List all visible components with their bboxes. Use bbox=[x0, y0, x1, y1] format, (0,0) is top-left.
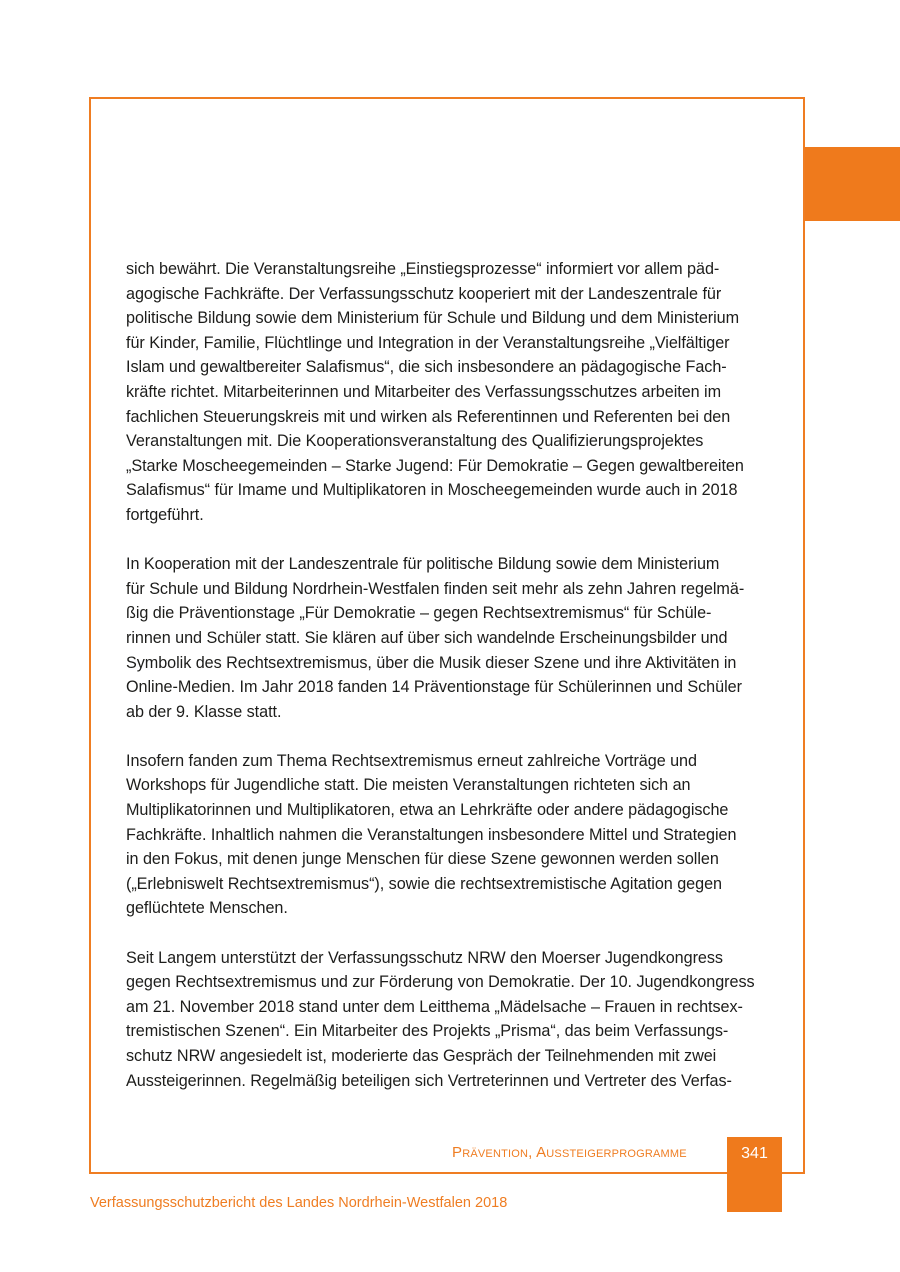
text-line: Aussteigerinnen. Regelmäßig beteiligen sich Vertreterinnen und Vertreter des Verfas- bbox=[126, 1071, 732, 1090]
text-line: in den Fokus, mit denen junge Menschen für diese Szene gewonnen werden sollen bbox=[126, 850, 719, 869]
running-head: Prävention, Aussteigerprogramme bbox=[452, 1144, 687, 1161]
text-line: rinnen und Schüler statt. Sie klären auf über sich wandelnde Erscheinungsbilder und bbox=[126, 628, 728, 647]
text-line: Multiplikatorinnen und Multiplikatoren, etwa an Lehrkräfte oder andere pädagogische bbox=[126, 801, 729, 820]
text-line: Insofern fanden zum Thema Rechtsextremismus erneut zahlreiche Vorträge und bbox=[126, 751, 697, 770]
text-line: kräfte richtet. Mitarbeiterinnen und Mitarbeiter des Verfassungsschutzes arbeiten im bbox=[126, 382, 722, 401]
text-line: ab der 9. Klasse statt. bbox=[126, 702, 282, 721]
text-line: Veranstaltungen mit. Die Kooperationsveranstaltung des Qualifizierungsprojektes bbox=[126, 432, 704, 451]
text-line: agogische Fachkräfte. Der Verfassungsschutz kooperiert mit der Landeszentrale für bbox=[126, 284, 722, 303]
text-line: am 21. November 2018 stand unter dem Leitthema „Mädelsache – Frauen in rechtsex- bbox=[126, 997, 743, 1016]
text-line: fachlichen Steuerungskreis mit und wirken als Referentinnen und Referenten bei den bbox=[126, 407, 731, 426]
text-line: Fachkräfte. Inhaltlich nahmen die Veranstaltungen insbesondere Mittel und Strategien bbox=[126, 825, 737, 844]
text-line: Islam und gewaltbereiter Salafismus“, die sich insbesondere an pädagogische Fach- bbox=[126, 358, 727, 377]
text-line: geflüchtete Menschen. bbox=[126, 899, 288, 918]
text-line: für Kinder, Familie, Flüchtlinge und Integration in der Veranstaltungsreihe „Vielfältiger bbox=[126, 333, 730, 352]
paragraph bbox=[126, 946, 788, 1094]
page-number-box bbox=[727, 1137, 782, 1212]
text-line: Salafismus“ für Imame und Multiplikatoren in Moscheegemeinden wurde auch in 2018 bbox=[126, 481, 738, 500]
body-text bbox=[126, 257, 788, 1118]
page-number: 341 bbox=[741, 1145, 768, 1162]
text-line: sich bewährt. Die Veranstaltungsreihe „Einstiegsprozesse“ informiert vor allem päd- bbox=[126, 260, 720, 278]
footer-publication-title: Verfassungsschutzbericht des Landes Nordrhein-Westfalen 2018 bbox=[90, 1195, 508, 1211]
text-line: Symbolik des Rechtsextremismus, über die Musik dieser Szene und ihre Aktivitäten in bbox=[126, 653, 737, 672]
text-line: ßig die Präventionstage „Für Demokratie – gegen Rechtsextremismus“ für Schüle- bbox=[126, 604, 712, 623]
paragraph bbox=[126, 749, 788, 921]
text-line: („Erlebniswelt Rechtsextremismus“), sowie die rechtsextremistische Agitation gegen bbox=[126, 874, 722, 893]
text-line: gegen Rechtsextremismus und zur Förderung von Demokratie. Der 10. Jugendkongress bbox=[126, 973, 755, 992]
text-line: politische Bildung sowie dem Ministerium für Schule und Bildung und dem Ministerium bbox=[126, 309, 740, 328]
text-line: schutz NRW angesiedelt ist, moderierte das Gespräch der Teilnehmenden mit zwei bbox=[126, 1047, 717, 1065]
text-line: tremistischen Szenen“. Ein Mitarbeiter des Projekts „Prisma“, das beim Verfassungs- bbox=[126, 1022, 729, 1041]
text-line: Online-Medien. Im Jahr 2018 fanden 14 Präventionstage für Schülerinnen und Schüler bbox=[126, 678, 742, 697]
paragraph bbox=[126, 257, 788, 528]
text-line: In Kooperation mit der Landeszentrale für politische Bildung sowie dem Ministerium bbox=[126, 555, 720, 574]
text-line: Workshops für Jugendliche statt. Die meisten Veranstaltungen richteten sich an bbox=[126, 776, 691, 795]
paragraph bbox=[126, 552, 788, 724]
text-line: „Starke Moscheegemeinden – Starke Jugend: Für Demokratie – Gegen gewaltbereiten bbox=[126, 456, 744, 475]
text-line: fortgeführt. bbox=[126, 505, 204, 524]
text-line: für Schule und Bildung Nordrhein-Westfalen finden seit mehr als zehn Jahren regelmä- bbox=[126, 579, 745, 598]
chapter-tab-marker bbox=[805, 147, 900, 221]
text-line: Seit Langem unterstützt der Verfassungsschutz NRW den Moerser Jugendkongress bbox=[126, 948, 723, 967]
